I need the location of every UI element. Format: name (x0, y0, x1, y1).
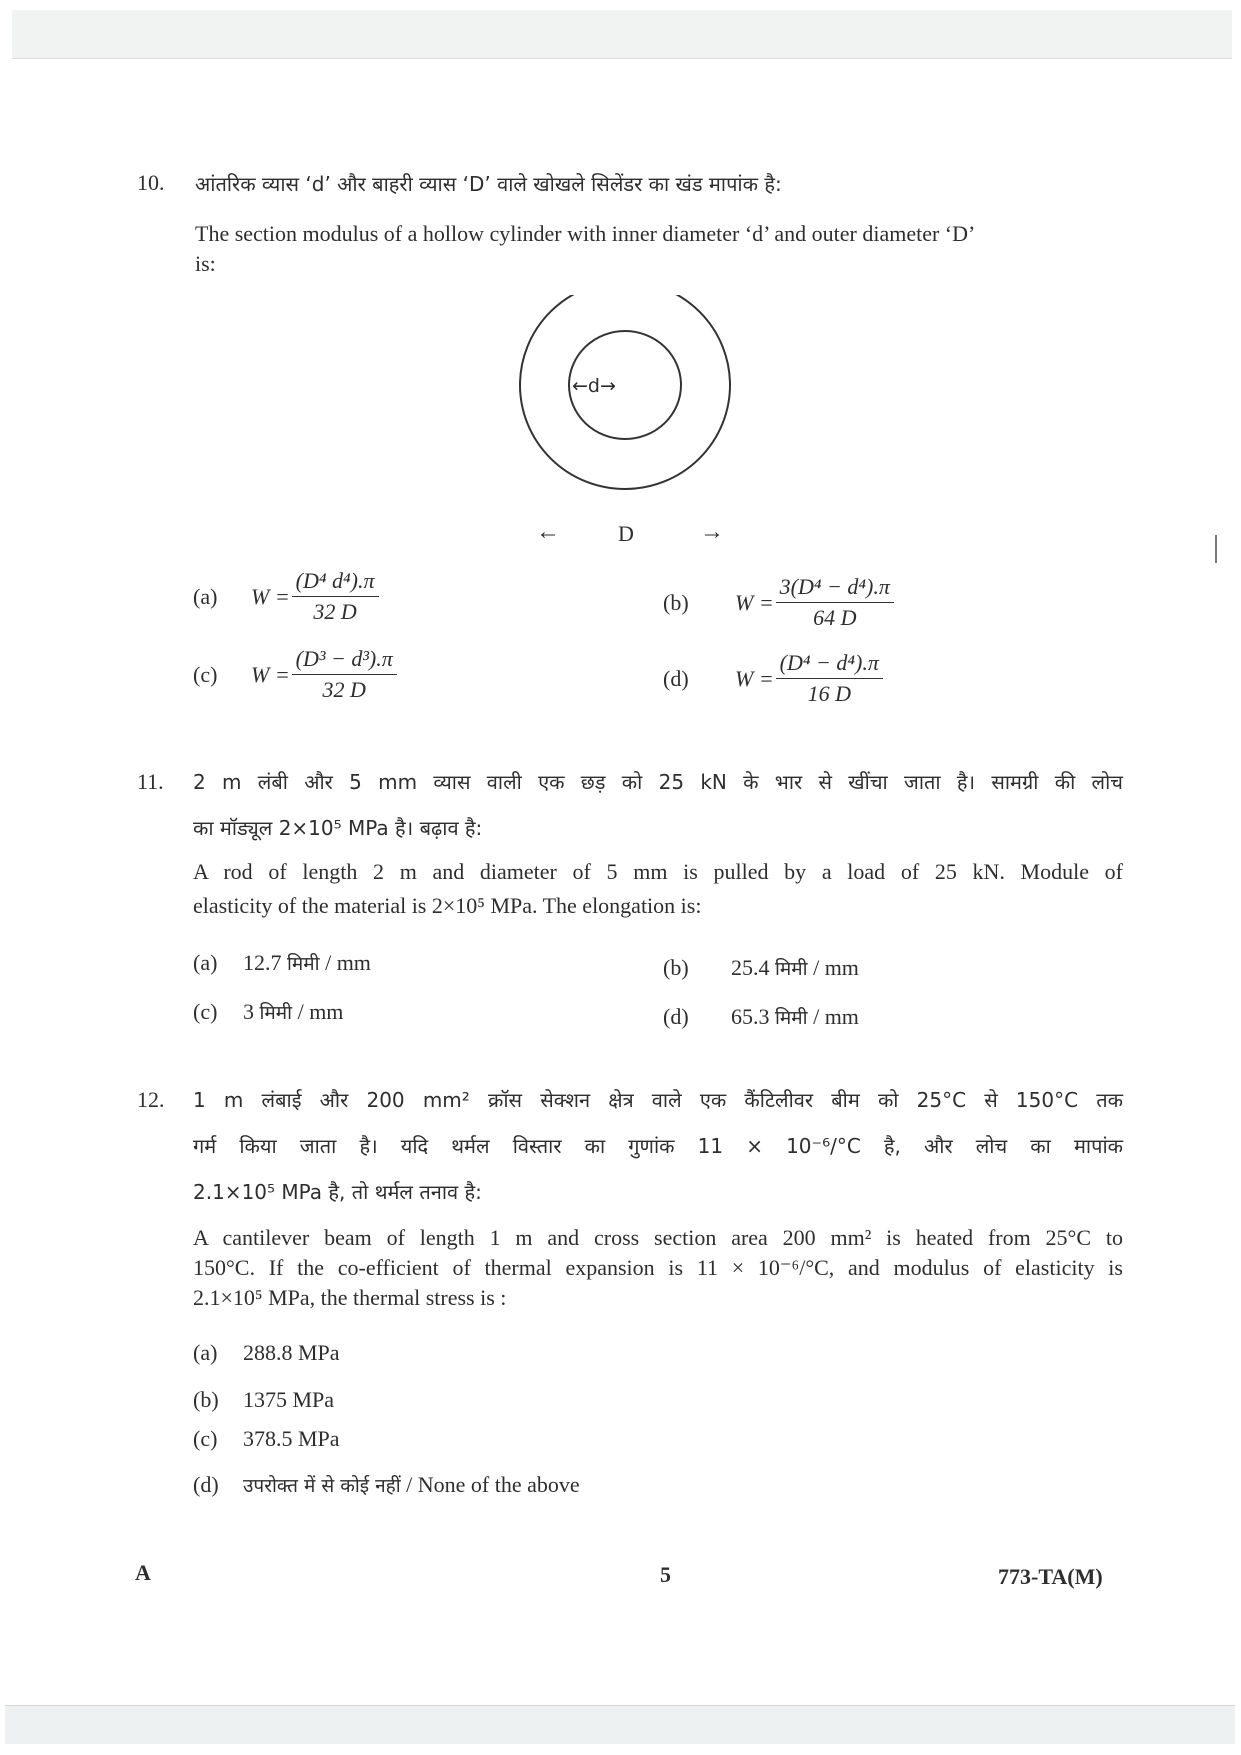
question-english-line3: 2.1×10⁵ MPa, the thermal stress is : (193, 1285, 507, 1310)
fraction: $\frac{\text{3(D⁴ − d⁴).π}}{64 D}$ (776, 574, 894, 631)
option-c[interactable]: (c) W = $\frac{\text{(D³ − d³).π}}{32 D}$ (193, 646, 397, 703)
outer-diameter-label: D (618, 521, 634, 546)
question-number: 12. (137, 1087, 165, 1112)
option-b[interactable]: (b) 1375 MPa (193, 1387, 335, 1412)
left-arrow-icon: ← (536, 519, 560, 545)
scan-edge-bottom (5, 1705, 1235, 1744)
option-b[interactable]: (b) W = $\frac{\text{3(D⁴ − d⁴).π}}{64 D}$ (663, 574, 894, 631)
question-hindi-line2: का मॉड्यूल 2×10⁵ MPa है। बढ़ाव है: (193, 816, 483, 840)
option-a[interactable]: (a) 288.8 MPa (193, 1340, 340, 1365)
question-english-line1: The section modulus of a hollow cylinder with inner diameter ‘d’ and outer diameter ‘D’ (195, 221, 976, 246)
question-english-line2: 150°C. If the co-efficient of thermal expansion is 11 × 10⁻⁶/°C, and modulus of elasticity is (193, 1255, 1123, 1280)
question-hindi: आंतरिक व्यास ‘d’ और बाहरी व्यास ‘D’ वाले खोखले सिलेंडर का खंड मापांक है: (195, 172, 782, 196)
right-arrow-icon: → (700, 519, 724, 545)
question-english-line1: A cantilever beam of length 1 m and cross section area 200 mm² is heated from 25°C to (193, 1225, 1123, 1250)
option-c[interactable]: (c) 378.5 MPa (193, 1426, 340, 1451)
margin-mark (1215, 535, 1217, 563)
question-hindi-line1: 2 m लंबी और 5 mm व्यास वाली एक छड़ को 25 kN के भार से खींचा जाता है। सामग्री की लोच (193, 770, 1123, 794)
fraction: $\frac{\text{(D⁴ − d⁴).π}}{16 D}$ (776, 650, 883, 707)
question-english-line2: is: (195, 251, 216, 276)
question-number: 10. (137, 170, 165, 195)
option-a[interactable]: (a) W = $\frac{\text{(D⁴ d⁴).π}}{32 D}$ (193, 568, 379, 625)
option-a[interactable]: (a) 12.7 मिमी / mm (193, 950, 371, 975)
fraction: $\frac{\text{(D³ − d³).π}}{32 D}$ (292, 646, 397, 703)
scan-edge-top (12, 10, 1232, 59)
inner-diameter-label: ←d→ (572, 375, 616, 397)
paper-code: 773-TA(M) (998, 1564, 1103, 1589)
option-d[interactable]: (d) W = $\frac{\text{(D⁴ − d⁴).π}}{16 D}$ (663, 650, 883, 707)
option-c[interactable]: (c) 3 मिमी / mm (193, 999, 344, 1024)
option-d[interactable]: (d) 65.3 मिमी / mm (663, 1004, 859, 1029)
question-hindi-line1: 1 m लंबाई और 200 mm² क्रॉस सेक्शन क्षेत्र वाले एक कैंटिलीवर बीम को 25°C से 150°C तक (193, 1088, 1123, 1112)
question-hindi-line2: गर्म किया जाता है। यदि थर्मल विस्तार का गुणांक 11 × 10⁻⁶/°C है, और लोच का मापांक (193, 1134, 1123, 1158)
fraction: $\frac{\text{(D⁴ d⁴).π}}{32 D}$ (292, 568, 379, 625)
hollow-cylinder-diagram (510, 295, 760, 545)
question-number: 11. (137, 769, 164, 794)
option-d[interactable]: (d) उपरोक्त में से कोई नहीं / None of the above (193, 1472, 580, 1497)
page-number: 5 (660, 1562, 671, 1587)
footer-series: A (135, 1560, 151, 1585)
question-english-line2: elasticity of the material is 2×10⁵ MPa. The elongation is: (193, 893, 702, 918)
question-english-line1: A rod of length 2 m and diameter of 5 mm is pulled by a load of 25 kN. Module of (193, 859, 1123, 884)
option-b[interactable]: (b) 25.4 मिमी / mm (663, 955, 859, 980)
concentric-circles-icon (510, 295, 760, 545)
question-hindi-line3: 2.1×10⁵ MPa है, तो थर्मल तनाव है: (193, 1180, 482, 1204)
